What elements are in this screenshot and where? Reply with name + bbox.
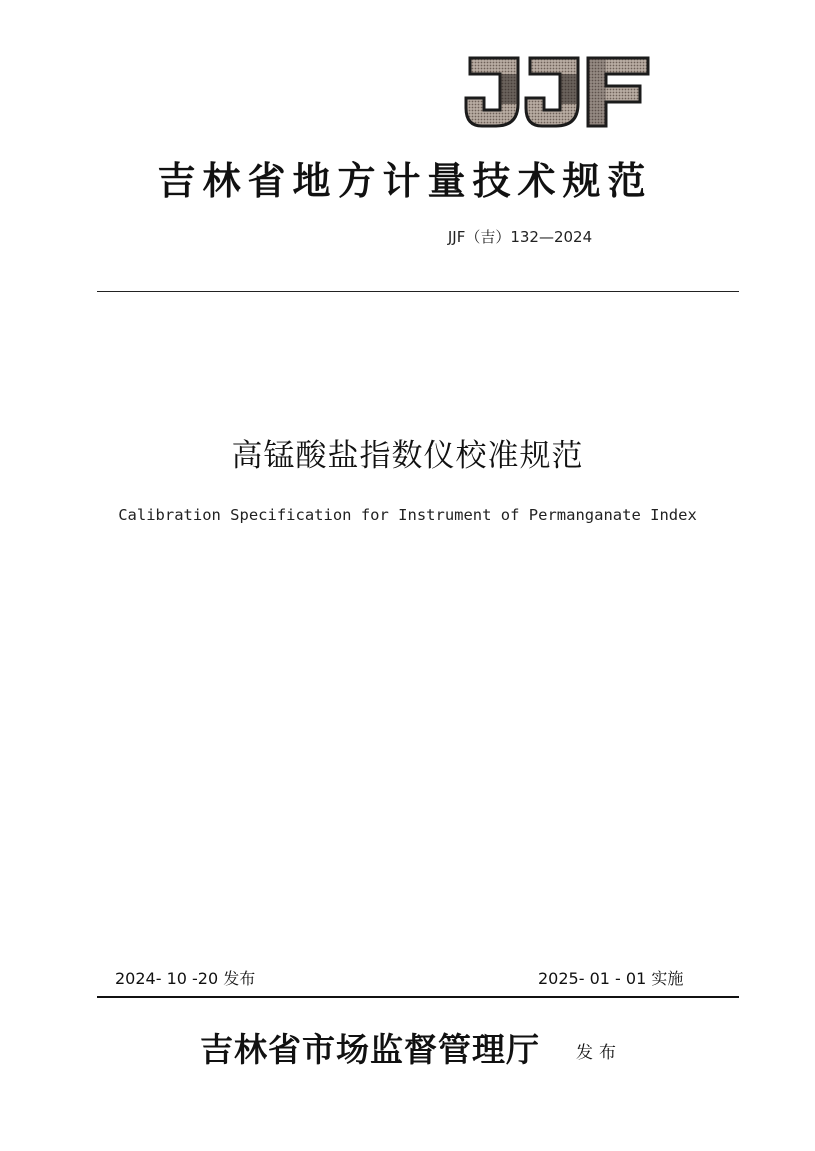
- issue-date: 2024- 10 -20 发布: [115, 969, 256, 988]
- document-title-english: Calibration Specification for Instrument of Permanganate Index: [118, 506, 697, 524]
- issuer-name: 吉林省市场监督管理厅: [200, 1030, 540, 1069]
- issuer-suffix: 发布: [576, 1043, 622, 1063]
- document-title-chinese: 高锰酸盐指数仪校准规范: [231, 438, 584, 474]
- bottom-divider: [97, 996, 739, 998]
- standard-title: 吉林省地方计量技术规范: [157, 158, 653, 203]
- implementation-date: 2025- 01 - 01 实施: [538, 969, 684, 988]
- standard-code: JJF（吉）132—2024: [447, 228, 593, 246]
- jjf-logo: [462, 52, 652, 132]
- top-divider: [97, 291, 739, 292]
